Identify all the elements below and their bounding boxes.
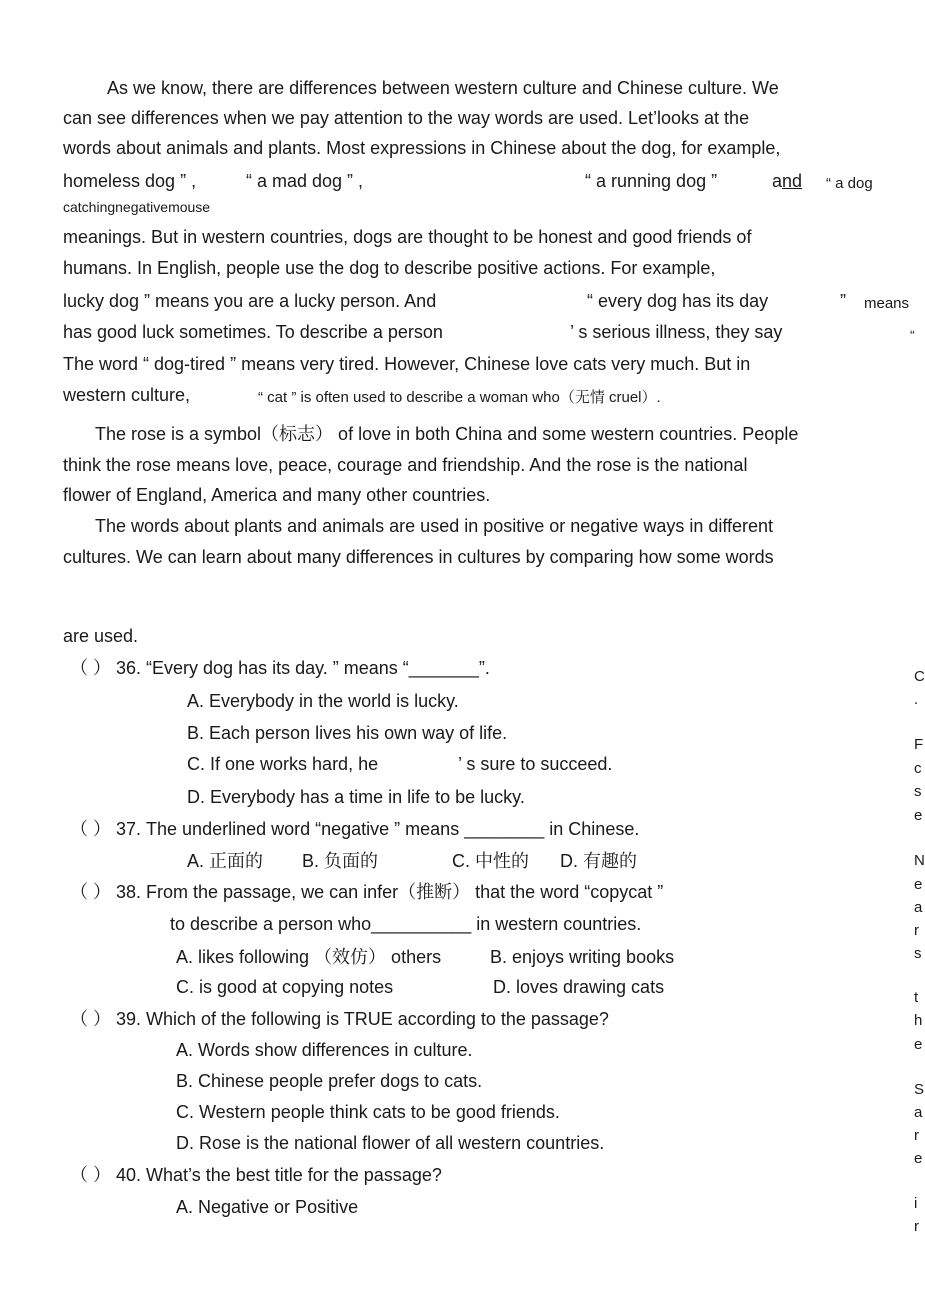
edge-fragment: h — [914, 1012, 923, 1029]
question-37-option-a: A. 正面的 — [187, 851, 264, 871]
passage-fragment: “ a mad dog ” , — [246, 171, 364, 191]
edge-fragment: r — [914, 922, 919, 939]
edge-fragment: t — [914, 989, 919, 1006]
edge-fragment: e — [914, 807, 923, 824]
passage-fragment: “ a dog — [826, 175, 873, 192]
passage-fragment: ” — [840, 291, 846, 311]
passage-line: The rose is a symbol（标志） of love in both China and some western countries. People — [95, 424, 799, 444]
passage-line: cultures. We can learn about many differences in cultures by comparing how some words — [63, 547, 774, 567]
underlined-word: nd — [782, 171, 803, 191]
question-36-stem: （ ） 36. “Every dog has its day. ” means “_______”. — [70, 658, 490, 678]
question-38-stem: （ ） 38. From the passage, we can infer（推断） that the word “copycat ” — [70, 882, 664, 902]
edge-fragment: a — [914, 1104, 923, 1121]
question-38-option-c: C. is good at copying notes — [176, 977, 394, 997]
edge-fragment: S — [914, 1081, 925, 1098]
question-39-option-c: C. Western people think cats to be good friends. — [176, 1102, 560, 1122]
passage-line: words about animals and plants. Most expressions in Chinese about the dog, for example, — [63, 138, 781, 158]
edge-fragment: a — [914, 899, 923, 916]
edge-fragment: e — [914, 1036, 923, 1053]
question-39-option-b: B. Chinese people prefer dogs to cats. — [176, 1071, 483, 1091]
question-36-option-b: B. Each person lives his own way of life. — [187, 723, 508, 743]
edge-fragment: . — [914, 691, 919, 708]
passage-line: flower of England, America and many other countries. — [63, 485, 491, 505]
passage-line: humans. In English, people use the dog to describe positive actions. For example, — [63, 258, 716, 278]
passage-fragment: “ every dog has its day — [587, 291, 769, 311]
question-38-option-d: D. loves drawing cats — [493, 977, 665, 997]
question-39-option-a: A. Words show differences in culture. — [176, 1040, 473, 1060]
edge-fragment: s — [914, 783, 922, 800]
edge-fragment: r — [914, 1127, 919, 1144]
question-37-stem: （ ） 37. The underlined word “negative ” means ________ in Chinese. — [70, 819, 640, 839]
question-38-option-b: B. enjoys writing books — [490, 947, 675, 967]
question-36-option-c: C. If one works hard, he — [187, 754, 379, 774]
edge-fragment: r — [914, 1218, 919, 1235]
passage-fragment: means — [864, 295, 910, 312]
edge-fragment: i — [914, 1195, 918, 1212]
edge-fragment: C — [914, 668, 925, 685]
passage-line: As we know, there are differences between western culture and Chinese culture. We — [107, 78, 779, 98]
edge-fragment: F — [914, 736, 924, 753]
passage-fragment: has good luck sometimes. To describe a person — [63, 322, 443, 342]
edge-fragment: N — [914, 852, 925, 869]
edge-fragment: e — [914, 1150, 923, 1167]
question-38-option-a: A. likes following （效仿） others — [176, 947, 442, 967]
question-36-option-d: D. Everybody has a time in life to be lucky. — [187, 787, 525, 807]
question-36-option-c-cont: ’ s sure to succeed. — [458, 754, 613, 774]
passage-fragment: “ — [910, 327, 915, 343]
edge-fragment: e — [914, 876, 923, 893]
passage-line: think the rose means love, peace, courage and friendship. And the rose is the national — [63, 455, 748, 475]
passage-line: can see differences when we pay attention to the way words are used. Let’looks at the — [63, 108, 750, 128]
passage-fragment: western culture, — [63, 385, 191, 405]
question-39-stem: （ ） 39. Which of the following is TRUE according to the passage? — [70, 1009, 609, 1029]
passage-fragment: ’ s serious illness, they say — [570, 322, 783, 342]
edge-fragment: c — [914, 760, 922, 777]
passage-fragment: “ cat ” is often used to describe a woman who（无情 cruel）. — [258, 389, 661, 406]
question-38-stem-cont: to describe a person who__________ in western countries. — [170, 914, 642, 934]
passage-fragment: homeless dog ” , — [63, 171, 197, 191]
question-37-option-b: B. 负面的 — [302, 851, 379, 871]
passage-line: The words about plants and animals are used in positive or negative ways in different — [95, 516, 774, 536]
passage-fragment-plain: a — [772, 171, 783, 191]
passage-fragment — [772, 170, 802, 192]
edge-fragment: s — [914, 945, 922, 962]
question-36-option-a: A. Everybody in the world is lucky. — [187, 691, 459, 711]
passage-fragment: lucky dog ” means you are a lucky person. And — [63, 291, 437, 311]
question-40-option-a: A. Negative or Positive — [176, 1197, 359, 1217]
passage-fragment: catchingnegativemouse — [63, 199, 211, 215]
question-37-option-d: D. 有趣的 — [560, 851, 638, 871]
question-37-option-c: C. 中性的 — [452, 851, 530, 871]
question-39-option-d: D. Rose is the national flower of all western countries. — [176, 1133, 605, 1153]
passage-line: meanings. But in western countries, dogs are thought to be honest and good friends of — [63, 227, 752, 247]
passage-line: are used. — [63, 626, 139, 646]
question-40-stem: （ ） 40. What’s the best title for the passage? — [70, 1165, 442, 1185]
passage-line: The word “ dog-tired ” means very tired. However, Chinese love cats very much. But in — [63, 354, 751, 374]
passage-fragment: “ a running dog ” — [585, 171, 718, 191]
